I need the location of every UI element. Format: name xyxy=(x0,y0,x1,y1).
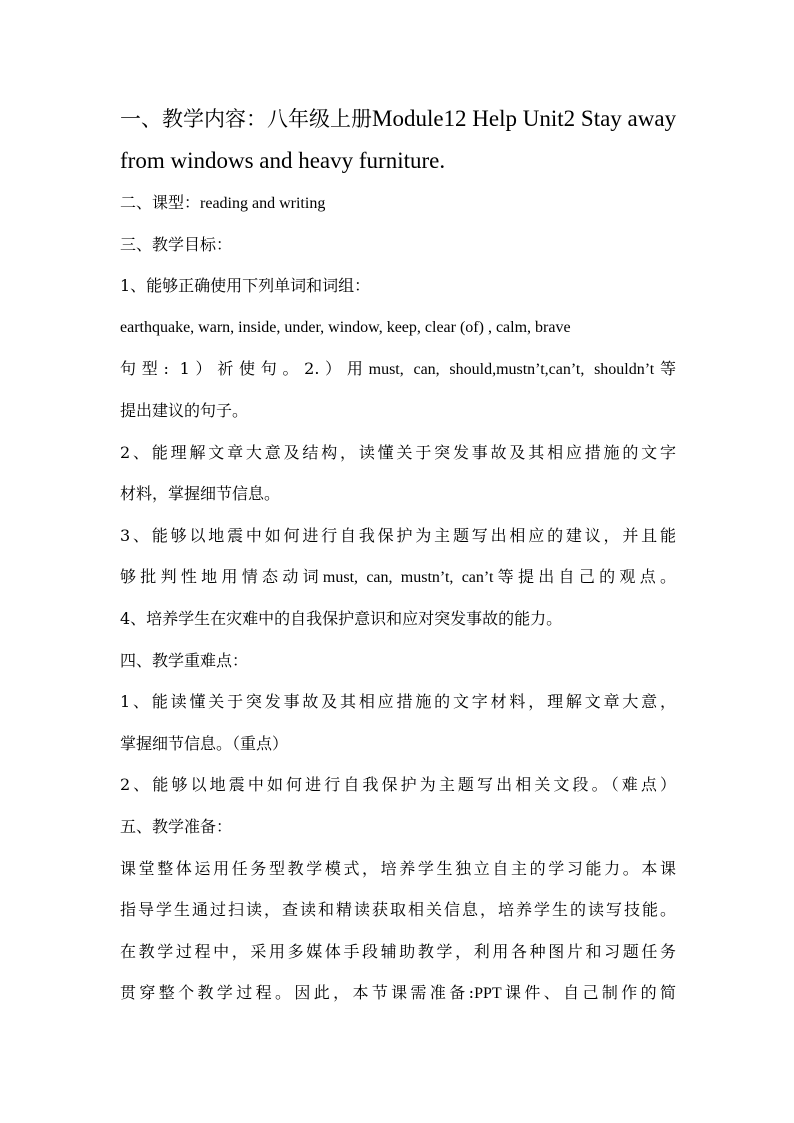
goal-3-modal-verbs: must, can, mustn’t, can’t xyxy=(322,569,494,587)
goal-1-sentence-patterns-cont: 提出建议的句子。 xyxy=(120,400,249,420)
preparation-text-c: 课件、自己制作的简 xyxy=(501,983,676,1003)
goal-4: 4、培养学生在灾难中的自我保护意识和应对突发事故的能力。 xyxy=(120,608,563,628)
key-point-1-line-1: 1、能读懂关于突发事故及其相应措施的文字材料，理解文章大意， xyxy=(120,692,676,712)
goal-3-line-2 xyxy=(120,556,676,598)
preparation-ppt: PPT xyxy=(474,985,502,1003)
goal-2-line-1: 2、能理解文章大意及结构，读懂关于突发事故及其相应措施的文字 xyxy=(120,442,676,462)
lesson-type-label: 二、课型： xyxy=(120,193,201,212)
preparation-heading: 五、教学准备： xyxy=(120,816,233,836)
key-points-heading: 四、教学重难点： xyxy=(120,650,249,670)
patterns-text: 1）祈使句。2.）用 xyxy=(179,359,369,379)
lesson-type xyxy=(120,182,676,224)
preparation-line-2: 指导学生通过扫读，查读和精读获取相关信息，培养学生的读写技能。 xyxy=(120,900,676,920)
key-point-2: 2、能够以地震中如何进行自我保护为主题写出相关文段。（难点） xyxy=(120,775,676,795)
lesson-title-prefix: 一、教学内容：八年级上册 xyxy=(120,107,372,131)
lesson-title-line-1 xyxy=(120,98,676,140)
goals-heading: 三、教学目标： xyxy=(120,234,233,254)
goal-1-heading: 1、能够正确使用下列单词和词组： xyxy=(120,276,371,296)
preparation-line-1: 课堂整体运用任务型教学模式，培养学生独立自主的学习能力。本课 xyxy=(120,858,676,878)
document-body xyxy=(120,98,676,1014)
patterns-label: 句型: xyxy=(120,359,169,379)
lesson-title-english-cont: from windows and heavy furniture. xyxy=(120,148,446,173)
lesson-type-value: reading and writing xyxy=(200,195,326,212)
lesson-title-english: Module12 Help Unit2 Stay away xyxy=(372,106,677,131)
goal-3-text-a: 够批判性地用情态动词 xyxy=(120,567,323,587)
goal-1-sentence-patterns xyxy=(120,348,676,390)
patterns-suffix: 等 xyxy=(654,359,676,379)
goal-3-line-1: 3、能够以地震中如何进行自我保护为主题写出相应的建议，并且能 xyxy=(120,525,676,545)
key-point-1-line-2: 掌握细节信息。（重点） xyxy=(120,733,289,753)
preparation-line-3: 在教学过程中，采用多媒体手段辅助教学，利用各种图片和习题任务 xyxy=(120,941,676,961)
preparation-text-a: 贯穿整个教学过程。因此，本节课需准备: xyxy=(120,983,475,1003)
goal-3-text-c: 等提出自己的观点。 xyxy=(493,567,676,587)
goal-2-line-2: 材料，掌握细节信息。 xyxy=(120,484,281,504)
lesson-title-line-2 xyxy=(120,140,676,182)
preparation-line-4 xyxy=(120,972,676,1014)
patterns-modal-verbs: must, can, should,mustn’t,can’t, shouldn’t xyxy=(368,361,655,379)
goal-1-word-list: earthquake, warn, inside, under, window, keep, clear (of) , calm, brave xyxy=(120,318,571,336)
